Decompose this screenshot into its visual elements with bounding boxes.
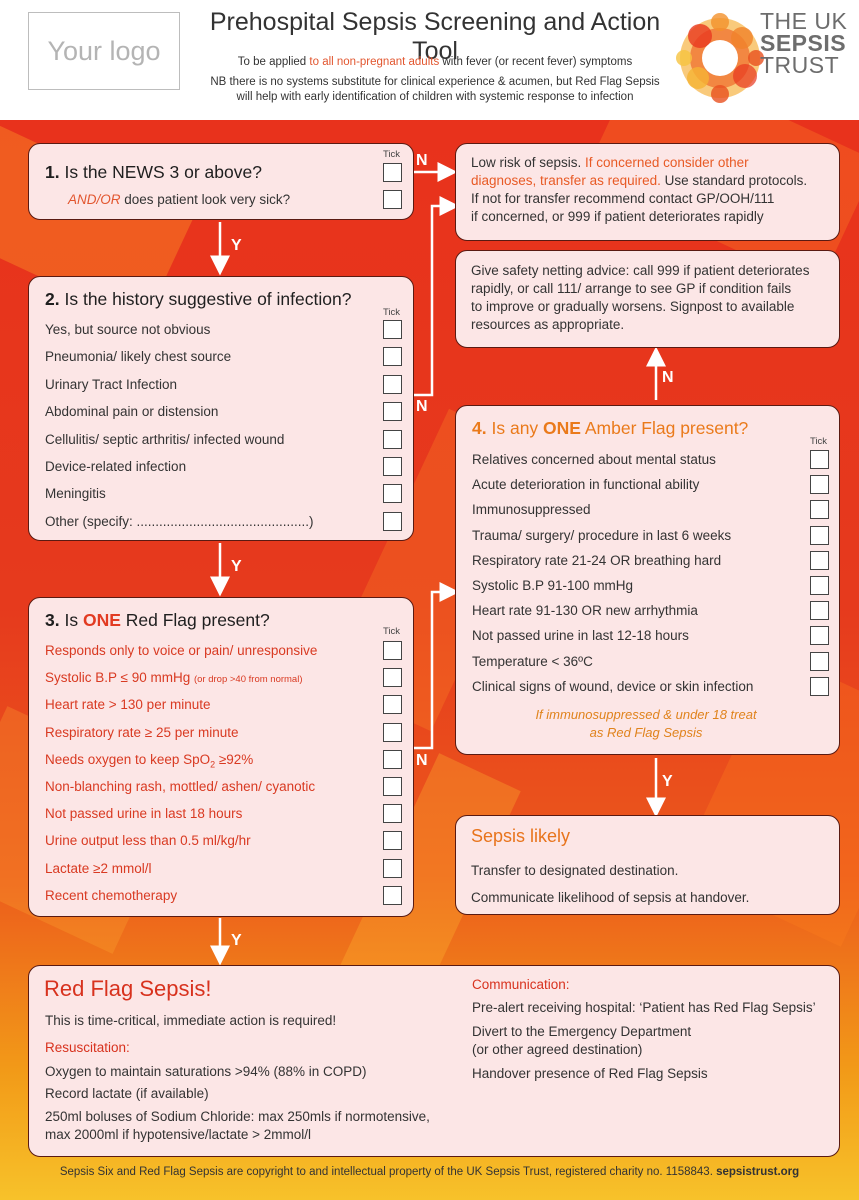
arrow-label-y2: Y [231, 558, 242, 575]
communication-item-2: Divert to the Emergency Department (or other agreed destination) [472, 1024, 692, 1057]
question-2-item-2: Pneumonia/ likely chest source [45, 349, 232, 365]
question-3-tick-box-6[interactable] [383, 777, 402, 796]
red-flag-sepsis-title: Red Flag Sepsis! [44, 976, 212, 1001]
question-3-tick-box-5[interactable] [383, 750, 402, 769]
question-2-tick-box-3[interactable] [383, 375, 402, 394]
question-4-tick-box-3[interactable] [810, 500, 829, 519]
question-2-item-3: Urinary Tract Infection [45, 376, 178, 392]
question-3-tick-box-4[interactable] [383, 723, 402, 742]
question-4-tick-box-1[interactable] [810, 450, 829, 469]
communication-item-1: Pre-alert receiving hospital: ‘Patient has Red Flag Sepsis’ [472, 1000, 816, 1015]
question-3-item-9: Lactate ≥2 mmol/l [45, 860, 152, 876]
question-3-tick-box-9[interactable] [383, 859, 402, 878]
arrow-label-n3: N [416, 752, 428, 769]
question-1-row-2: AND/OR does patient look very sick? [68, 192, 291, 207]
question-2-item-5: Cellulitis/ septic arthritis/ infected wound [45, 431, 285, 447]
question-2-item-7: Meningitis [45, 486, 106, 502]
logo-placeholder: Your logo [28, 12, 180, 90]
question-3-item-7: Not passed urine in last 18 hours [45, 806, 243, 822]
immunosuppressed-note: If immunosuppressed & under 18 treat as Red Flag Sepsis [535, 707, 757, 740]
tick-label: Tick [383, 307, 401, 318]
question-3-item-1: Responds only to voice or pain/ unresponsive [45, 643, 318, 658]
question-2-tick-box-7[interactable] [383, 484, 402, 503]
safety-netting-box [455, 250, 840, 348]
sepsis-likely-line-1: Transfer to designated destination. [471, 863, 679, 878]
question-3-tick-box-8[interactable] [383, 831, 402, 850]
tick-box-very-sick[interactable] [383, 190, 402, 209]
question-4-item-7: Heart rate 91-130 OR new arrhythmia [472, 603, 698, 619]
question-2-box [28, 276, 414, 541]
question-2-title: 2. Is the history suggestive of infection? [45, 289, 352, 309]
question-4-tick-box-7[interactable] [810, 601, 829, 620]
resuscitation-item-3: 250ml boluses of Sodium Chloride: max 250mls if normotensive, max 2000ml if hypotensive/lactate > 2mmol/l [45, 1109, 430, 1142]
resuscitation-item-2: Record lactate (if available) [45, 1086, 209, 1101]
arrow-label-y1: Y [231, 237, 242, 254]
tick-box-news3[interactable] [383, 163, 402, 182]
question-1-title: 1. Is the NEWS 3 or above? [45, 162, 262, 182]
question-3-item-2: Systolic B.P ≤ 90 mmHg (or drop >40 from normal) [45, 670, 303, 686]
subtitle-applicability: To be applied to all non-pregnant adults with fever (or recent fever) symptoms [237, 56, 633, 68]
question-4-tick-box-8[interactable] [810, 626, 829, 645]
question-2-item-1: Yes, but source not obvious [45, 322, 211, 337]
arrow-label-y4: Y [662, 773, 673, 790]
question-4-tick-box-6[interactable] [810, 576, 829, 595]
question-3-item-3: Heart rate > 130 per minute [45, 697, 211, 713]
question-3-tick-box-1[interactable] [383, 641, 402, 660]
communication-header: Communication: [472, 977, 570, 992]
arrow-label-n4: N [662, 369, 674, 386]
question-4-item-8: Not passed urine in last 12-18 hours [472, 628, 689, 644]
question-4-tick-box-2[interactable] [810, 475, 829, 494]
question-4-tick-box-5[interactable] [810, 551, 829, 570]
question-4-item-4: Trauma/ surgery/ procedure in last 6 weeks [472, 527, 732, 543]
tick-label: Tick [383, 149, 401, 160]
low-risk-text: Low risk of sepsis. If concerned consider other diagnoses, transfer as required. Use standard protocols. If not for transfer recommend contact GP/OOH/111 if concerned, or 999 if patient deteriorates rapidly [471, 155, 808, 224]
sepsis-likely-title: Sepsis likely [471, 826, 571, 846]
sepsis-trust-wordmark: THE UK SEPSIS TRUST [760, 8, 848, 78]
low-risk-box [455, 143, 840, 241]
question-2-tick-box-4[interactable] [383, 402, 402, 421]
question-3-tick-box-2[interactable] [383, 668, 402, 687]
sepsis-likely-line-2: Communicate likelihood of sepsis at handover. [471, 890, 750, 905]
red-flag-sepsis-intro: This is time-critical, immediate action is required! [45, 1013, 337, 1028]
question-4-tick-box-9[interactable] [810, 652, 829, 671]
question-2-tick-box-5[interactable] [383, 430, 402, 449]
safety-netting-text: Give safety netting advice: call 999 if patient deteriorates rapidly, or call 111/ arrange to see GP if condition fails to improve or gradually worsens. Signpost to available resources as appropriate. [471, 263, 810, 332]
question-2-tick-box-6[interactable] [383, 457, 402, 476]
question-3-item-10: Recent chemotherapy [45, 887, 178, 903]
red-flag-sepsis-box [28, 965, 840, 1157]
sepsis-likely-box [455, 815, 840, 915]
question-2-tick-box-2[interactable] [383, 347, 402, 366]
question-2-item-4: Abdominal pain or distension [45, 404, 219, 420]
arrow-label-n2: N [416, 398, 428, 415]
question-4-item-10: Clinical signs of wound, device or skin infection [472, 678, 754, 694]
question-3-item-6: Non-blanching rash, mottled/ ashen/ cyanotic [45, 779, 316, 794]
arrow-label-y3: Y [231, 932, 242, 949]
question-4-item-9: Temperature < 36ºC [472, 653, 593, 669]
question-2-item-8: Other (specify: ..............................................) [45, 513, 314, 529]
communication-item-3: Handover presence of Red Flag Sepsis [472, 1066, 708, 1081]
question-1-box [28, 143, 414, 220]
question-2-item-6: Device-related infection [45, 459, 187, 474]
question-4-item-1: Relatives concerned about mental status [472, 452, 716, 467]
question-3-title: 3. Is ONE Red Flag present? [45, 610, 270, 630]
question-4-tick-box-10[interactable] [810, 677, 829, 696]
question-3-item-4: Respiratory rate ≥ 25 per minute [45, 724, 239, 740]
question-4-box [455, 405, 840, 755]
question-4-item-5: Respiratory rate 21-24 OR breathing hard [472, 552, 722, 568]
question-3-tick-box-3[interactable] [383, 695, 402, 714]
question-3-box [28, 597, 414, 917]
tick-label: Tick [810, 436, 828, 447]
question-2-tick-box-1[interactable] [383, 320, 402, 339]
tick-label: Tick [383, 626, 401, 637]
subtitle-note: NB there is no systems substitute for clinical experience & acumen, but Red Flag Sepsis will help with early identification of children with systemic response to infection [210, 76, 660, 103]
arrow-label-n1: N [416, 152, 428, 169]
footer-site-link[interactable]: sepsistrust.org [716, 1166, 800, 1178]
resuscitation-item-1: Oxygen to maintain saturations >94% (88% in COPD) [45, 1064, 367, 1079]
question-4-item-6: Systolic B.P 91-100 mmHg [472, 578, 634, 593]
question-4-title: 4. Is any ONE Amber Flag present? [472, 418, 749, 438]
question-4-item-2: Acute deterioration in functional ability [472, 477, 700, 493]
question-3-item-8: Urine output less than 0.5 ml/kg/hr [45, 833, 251, 849]
question-3-tick-box-7[interactable] [383, 804, 402, 823]
question-4-item-3: Immunosuppressed [472, 502, 591, 518]
resuscitation-header: Resuscitation: [45, 1040, 130, 1055]
question-2-tick-box-8[interactable] [383, 512, 402, 531]
question-3-tick-box-10[interactable] [383, 886, 402, 905]
page-title: Prehospital Sepsis Screening and Action Tool [209, 8, 661, 65]
question-4-tick-box-4[interactable] [810, 526, 829, 545]
question-3-item-5: Needs oxygen to keep SpO$_2$ ≥92% [45, 751, 254, 770]
footer-copyright: Sepsis Six and Red Flag Sepsis are copyright to and intellectual property of the UK Sepsis Trust, registered charity no. 1158843. sepsistrust.org [59, 1166, 800, 1178]
